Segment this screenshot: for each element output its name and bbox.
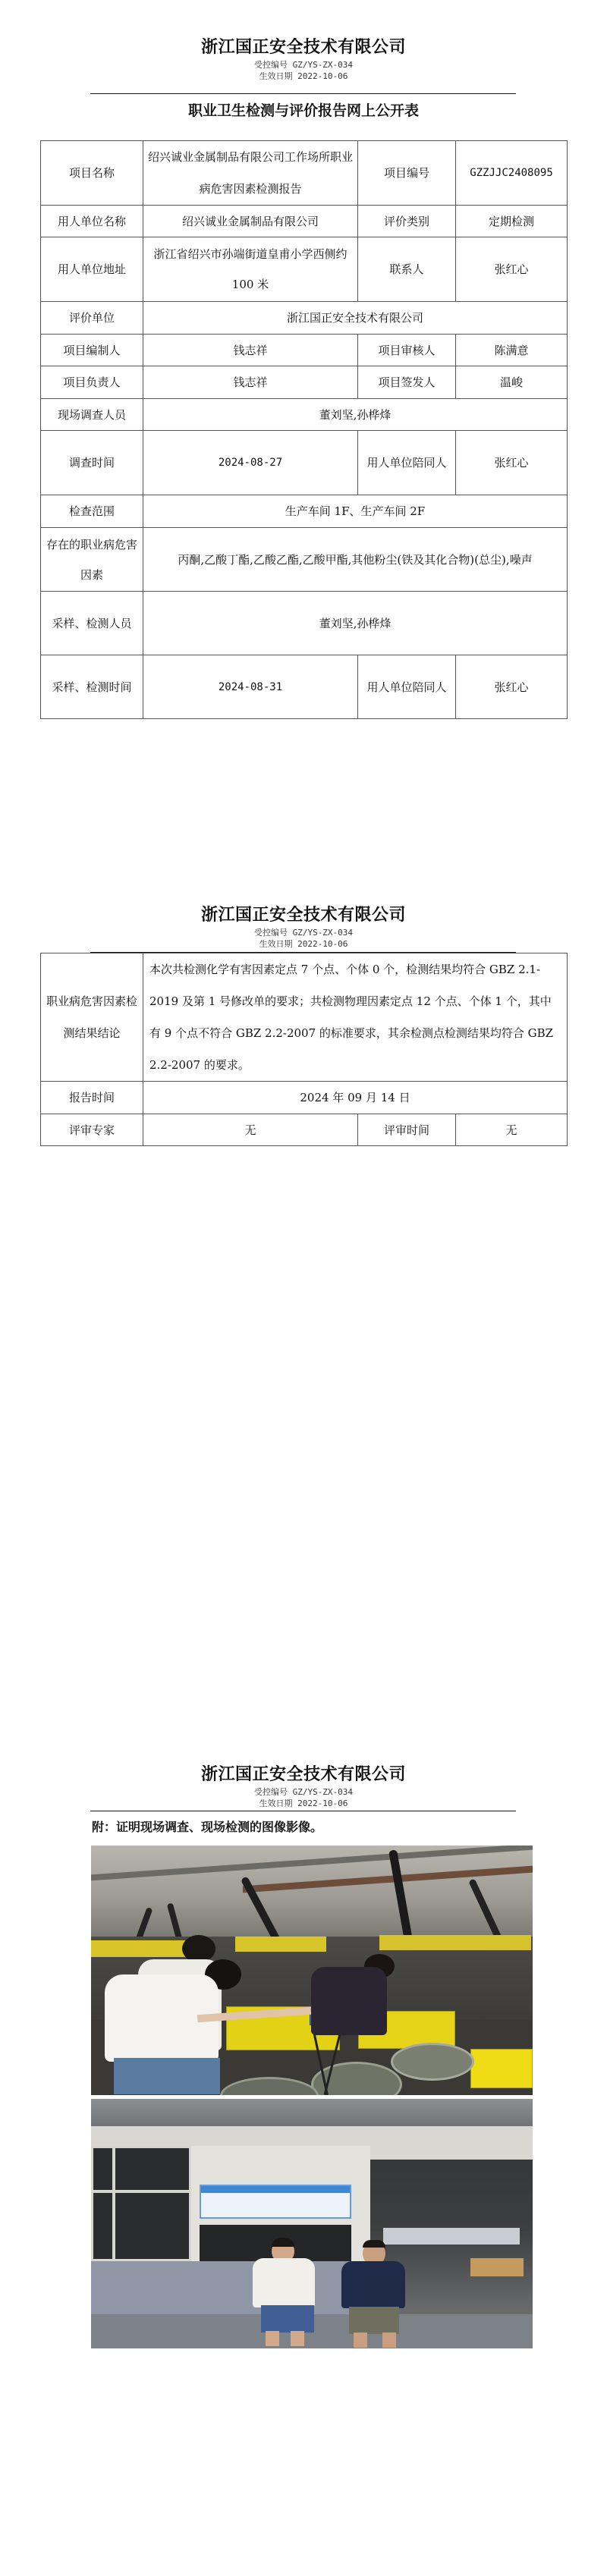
compiler-label: 项目编制人 xyxy=(41,335,143,366)
table-row xyxy=(41,592,568,655)
employer-address-label: 用人单位地址 xyxy=(41,237,143,302)
control-number: 受控编号 GZ/YS-ZX-034 xyxy=(253,928,354,938)
table-row xyxy=(41,431,568,495)
accompany-value: 张红心 xyxy=(456,431,568,495)
table-row xyxy=(41,335,568,366)
disclosure-table xyxy=(40,140,568,719)
samplers-value: 董刘坚,孙桦烽 xyxy=(143,592,568,655)
hazards-value: 丙酮,乙酸丁酯,乙酸乙酯,乙酸甲酯,其他粉尘(铁及其化合物)(总尘),噪声 xyxy=(143,528,568,592)
eval-type-label: 评价类别 xyxy=(358,206,456,237)
effective-date: 生效日期 2022-10-06 xyxy=(259,939,348,949)
table-row xyxy=(41,237,568,302)
table-row xyxy=(41,1114,568,1146)
conclusion-label: 职业病危害因素检测结果结论 xyxy=(41,953,143,1082)
effective-date: 生效日期 2022-10-06 xyxy=(259,1798,348,1808)
company-name: 浙江国正安全技术有限公司 xyxy=(200,905,406,925)
survey-time-label: 调查时间 xyxy=(41,431,143,495)
hazards-label: 存在的职业病危害因素 xyxy=(41,528,143,592)
photo-caption: 附：证明现场调查、现场检测的图像影像。 xyxy=(92,1820,323,1834)
table-row xyxy=(41,495,568,528)
accompany-label: 用人单位陪同人 xyxy=(358,431,456,495)
table-row xyxy=(41,302,568,335)
accompany2-label: 用人单位陪同人 xyxy=(358,655,456,719)
sample-time-value: 2024-08-31 xyxy=(143,655,358,719)
contact-value: 张红心 xyxy=(456,237,568,302)
document-title: 职业卫生检测与评价报告网上公开表 xyxy=(187,102,419,119)
site-survey-photo xyxy=(91,2099,533,2348)
surveyors-label: 现场调查人员 xyxy=(41,399,143,431)
employer-name-label: 用人单位名称 xyxy=(41,206,143,237)
employer-name-value: 绍兴诚业金属制品有限公司 xyxy=(143,206,358,237)
survey-time-value: 2024-08-27 xyxy=(143,431,358,495)
table-row xyxy=(41,528,568,592)
leader-value: 钱志祥 xyxy=(143,366,358,399)
page2-header xyxy=(0,904,607,950)
issuer-label: 项目签发人 xyxy=(358,366,456,399)
issuer-value: 温峻 xyxy=(456,366,568,399)
project-name-label: 项目名称 xyxy=(41,141,143,206)
eval-type-value: 定期检测 xyxy=(456,206,568,237)
page1-header xyxy=(0,36,607,82)
table-row xyxy=(41,366,568,399)
table-row xyxy=(41,655,568,719)
effective-date: 生效日期 2022-10-06 xyxy=(259,71,348,81)
review-time-label: 评审时间 xyxy=(358,1114,456,1146)
table-row xyxy=(41,141,568,206)
reviewer-value: 陈满意 xyxy=(456,335,568,366)
review-time-value: 无 xyxy=(456,1114,568,1146)
table-row xyxy=(41,206,568,237)
conclusion-value: 本次共检测化学有害因素定点 7 个点、个体 0 个，检测结果均符合 GBZ 2.1-2019 及第 1 号修改单的要求；共检测物理因素定点 12 个点、个体 1 个，其中有 9 个点不符合 GBZ 2.2-2007 的标准要求，其余检测点检测结果均符合 GBZ 2.2-2007 的要求。 xyxy=(143,953,568,1082)
report-time-label: 报告时间 xyxy=(41,1082,143,1114)
sample-time-label: 采样、检测时间 xyxy=(41,655,143,719)
control-number: 受控编号 GZ/YS-ZX-034 xyxy=(253,60,354,70)
experts-label: 评审专家 xyxy=(41,1114,143,1146)
project-name-value: 绍兴诚业金属制品有限公司工作场所职业病危害因素检测报告 xyxy=(143,141,358,206)
employer-address-value: 浙江省绍兴市孙端街道皇甫小学西侧约 100 米 xyxy=(143,237,358,302)
accompany2-value: 张红心 xyxy=(456,655,568,719)
samplers-label: 采样、检测人员 xyxy=(41,592,143,655)
experts-value: 无 xyxy=(143,1114,358,1146)
conclusion-table xyxy=(40,953,568,1146)
table-row xyxy=(41,953,568,1082)
company-name: 浙江国正安全技术有限公司 xyxy=(200,1764,406,1784)
project-no-label: 项目编号 xyxy=(358,141,456,206)
workshop-photo xyxy=(91,1846,533,2095)
eval-unit-value: 浙江国正安全技术有限公司 xyxy=(143,302,568,335)
company-name: 浙江国正安全技术有限公司 xyxy=(200,37,406,57)
contact-label: 联系人 xyxy=(358,237,456,302)
page3-header xyxy=(0,1764,607,1809)
eval-unit-label: 评价单位 xyxy=(41,302,143,335)
header-divider xyxy=(90,93,516,94)
leader-label: 项目负责人 xyxy=(41,366,143,399)
scope-label: 检查范围 xyxy=(41,495,143,528)
control-number: 受控编号 GZ/YS-ZX-034 xyxy=(253,1787,354,1797)
table-row xyxy=(41,399,568,431)
compiler-value: 钱志祥 xyxy=(143,335,358,366)
table-row xyxy=(41,1082,568,1114)
project-no-value: GZZJJC2408095 xyxy=(456,141,568,206)
scope-value: 生产车间 1F、生产车间 2F xyxy=(143,495,568,528)
reviewer-label: 项目审核人 xyxy=(358,335,456,366)
report-time-value: 2024 年 09 月 14 日 xyxy=(143,1082,568,1114)
surveyors-value: 董刘坚,孙桦烽 xyxy=(143,399,568,431)
